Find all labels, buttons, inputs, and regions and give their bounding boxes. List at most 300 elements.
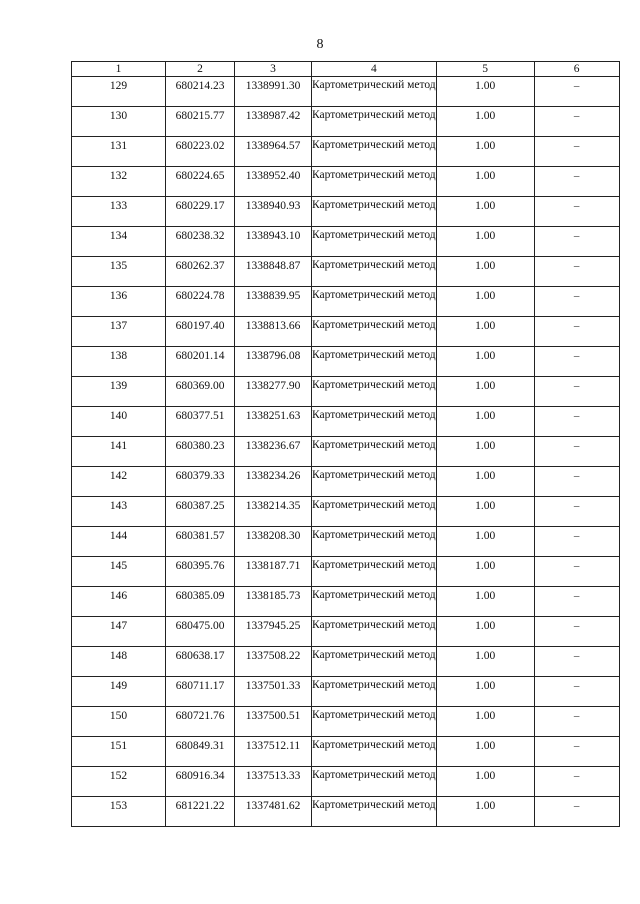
accuracy-cell-text: 1.00 (475, 620, 496, 632)
x-coordinate-cell-text: 680721.76 (175, 710, 225, 722)
note-cell-text: – (573, 590, 580, 602)
accuracy-cell-text: 1.00 (475, 200, 496, 212)
y-coordinate-cell (235, 317, 312, 347)
table-row (72, 77, 620, 107)
header-col-4: 4 (312, 62, 437, 77)
x-coordinate-cell-text: 680711.17 (175, 680, 225, 692)
note-cell-text: – (573, 500, 580, 512)
x-coordinate-cell (166, 797, 235, 827)
method-cell-text: Картометрический метод (312, 139, 436, 151)
x-coordinate-cell-text: 680229.17 (175, 200, 225, 212)
note-cell (534, 527, 619, 557)
method-cell (312, 797, 437, 827)
accuracy-cell-text: 1.00 (475, 440, 496, 452)
method-cell-text: Картометрический метод (312, 619, 436, 631)
note-cell (534, 767, 619, 797)
accuracy-cell-text: 1.00 (475, 380, 496, 392)
note-cell-text: – (573, 260, 580, 272)
note-cell-text: – (573, 770, 580, 782)
point-number-cell-text: 134 (109, 230, 128, 242)
method-cell (312, 437, 437, 467)
note-cell (534, 617, 619, 647)
method-cell (312, 647, 437, 677)
note-cell (534, 347, 619, 377)
accuracy-cell-text: 1.00 (475, 680, 496, 692)
point-number-cell-text: 146 (109, 590, 128, 602)
y-coordinate-cell-text: 1338185.73 (245, 590, 301, 602)
method-cell-text: Картометрический метод (312, 649, 436, 661)
accuracy-cell-text: 1.00 (475, 770, 496, 782)
y-coordinate-cell-text: 1337945.25 (245, 620, 301, 632)
note-cell-text: – (573, 470, 580, 482)
method-cell (312, 707, 437, 737)
method-cell-text: Картометрический метод (312, 319, 436, 331)
x-coordinate-cell (166, 527, 235, 557)
note-cell-text: – (573, 200, 580, 212)
note-cell (534, 797, 619, 827)
accuracy-cell (436, 167, 534, 197)
method-cell (312, 587, 437, 617)
note-cell (534, 737, 619, 767)
table-row (72, 587, 620, 617)
note-cell (534, 677, 619, 707)
point-number-cell (72, 737, 166, 767)
point-number-cell (72, 467, 166, 497)
point-number-cell-text: 136 (109, 290, 128, 302)
header-col-2: 2 (166, 62, 235, 77)
x-coordinate-cell (166, 287, 235, 317)
x-coordinate-cell-text: 680224.78 (175, 290, 225, 302)
y-coordinate-cell-text: 1337512.11 (245, 740, 301, 752)
header-col-6: 6 (534, 62, 619, 77)
y-coordinate-cell-text: 1337513.33 (245, 770, 301, 782)
x-coordinate-cell-text: 680638.17 (175, 650, 225, 662)
point-number-cell-text: 143 (109, 500, 128, 512)
accuracy-cell (436, 257, 534, 287)
method-cell (312, 737, 437, 767)
accuracy-cell (436, 227, 534, 257)
method-cell-text: Картометрический метод (312, 439, 436, 451)
accuracy-cell (436, 377, 534, 407)
point-number-cell-text: 147 (109, 620, 128, 632)
accuracy-cell (436, 647, 534, 677)
x-coordinate-cell (166, 227, 235, 257)
y-coordinate-cell-text: 1337508.22 (245, 650, 301, 662)
x-coordinate-cell-text: 680387.25 (175, 500, 225, 512)
y-coordinate-cell (235, 647, 312, 677)
y-coordinate-cell (235, 437, 312, 467)
table-row (72, 377, 620, 407)
y-coordinate-cell-text: 1338943.10 (245, 230, 301, 242)
point-number-cell-text: 130 (109, 110, 128, 122)
point-number-cell (72, 617, 166, 647)
y-coordinate-cell (235, 257, 312, 287)
y-coordinate-cell-text: 1337501.33 (245, 680, 301, 692)
y-coordinate-cell-text: 1338987.42 (245, 110, 301, 122)
accuracy-cell-text: 1.00 (475, 110, 496, 122)
table-row (72, 617, 620, 647)
note-cell (534, 257, 619, 287)
method-cell-text: Картометрический метод (312, 799, 436, 811)
x-coordinate-cell-text: 680238.32 (175, 230, 225, 242)
point-number-cell-text: 132 (109, 170, 128, 182)
method-cell (312, 137, 437, 167)
method-cell (312, 767, 437, 797)
method-cell-text: Картометрический метод (312, 289, 436, 301)
x-coordinate-cell (166, 467, 235, 497)
accuracy-cell (436, 497, 534, 527)
x-coordinate-cell (166, 407, 235, 437)
point-number-cell (72, 137, 166, 167)
x-coordinate-cell-text: 680201.14 (175, 350, 225, 362)
method-cell-text: Картометрический метод (312, 709, 436, 721)
point-number-cell (72, 677, 166, 707)
y-coordinate-cell (235, 107, 312, 137)
method-cell-text: Картометрический метод (312, 79, 436, 91)
y-coordinate-cell-text: 1338796.08 (245, 350, 301, 362)
x-coordinate-cell-text: 681221.22 (175, 800, 225, 812)
accuracy-cell (436, 107, 534, 137)
method-cell (312, 107, 437, 137)
x-coordinate-cell (166, 587, 235, 617)
note-cell (534, 197, 619, 227)
accuracy-cell (436, 437, 534, 467)
note-cell-text: – (573, 740, 580, 752)
y-coordinate-cell-text: 1337500.51 (245, 710, 301, 722)
y-coordinate-cell (235, 767, 312, 797)
y-coordinate-cell (235, 467, 312, 497)
note-cell-text: – (573, 530, 580, 542)
x-coordinate-cell (166, 737, 235, 767)
y-coordinate-cell-text: 1338991.30 (245, 80, 301, 92)
header-col-3: 3 (235, 62, 312, 77)
accuracy-cell (436, 557, 534, 587)
y-coordinate-cell-text: 1338214.35 (245, 500, 301, 512)
point-number-cell-text: 129 (109, 80, 128, 92)
accuracy-cell-text: 1.00 (475, 230, 496, 242)
accuracy-cell-text: 1.00 (475, 410, 496, 422)
point-number-cell (72, 797, 166, 827)
point-number-cell (72, 587, 166, 617)
point-number-cell-text: 141 (109, 440, 128, 452)
note-cell-text: – (573, 350, 580, 362)
point-number-cell-text: 153 (109, 800, 128, 812)
y-coordinate-cell (235, 287, 312, 317)
point-number-cell (72, 257, 166, 287)
y-coordinate-cell (235, 497, 312, 527)
y-coordinate-cell (235, 227, 312, 257)
method-cell-text: Картометрический метод (312, 109, 436, 121)
note-cell-text: – (573, 440, 580, 452)
accuracy-cell (436, 707, 534, 737)
method-cell-text: Картометрический метод (312, 409, 436, 421)
x-coordinate-cell-text: 680377.51 (175, 410, 225, 422)
method-cell-text: Картометрический метод (312, 739, 436, 751)
x-coordinate-cell (166, 317, 235, 347)
method-cell (312, 287, 437, 317)
header-row (72, 62, 620, 77)
x-coordinate-cell (166, 77, 235, 107)
table-row (72, 677, 620, 707)
note-cell-text: – (573, 650, 580, 662)
note-cell (534, 467, 619, 497)
x-coordinate-cell (166, 197, 235, 227)
x-coordinate-cell (166, 137, 235, 167)
point-number-cell (72, 347, 166, 377)
accuracy-cell-text: 1.00 (475, 140, 496, 152)
note-cell-text: – (573, 620, 580, 632)
x-coordinate-cell-text: 680916.34 (175, 770, 225, 782)
x-coordinate-cell-text: 680475.00 (175, 620, 225, 632)
table-row (72, 527, 620, 557)
accuracy-cell-text: 1.00 (475, 710, 496, 722)
y-coordinate-cell-text: 1338839.95 (245, 290, 301, 302)
x-coordinate-cell-text: 680369.00 (175, 380, 225, 392)
accuracy-cell-text: 1.00 (475, 800, 496, 812)
x-coordinate-cell (166, 107, 235, 137)
point-number-cell (72, 527, 166, 557)
y-coordinate-cell (235, 587, 312, 617)
table-row (72, 767, 620, 797)
header-col-1: 1 (72, 62, 166, 77)
x-coordinate-cell (166, 167, 235, 197)
x-coordinate-cell-text: 680215.77 (175, 110, 225, 122)
method-cell-text: Картометрический метод (312, 769, 436, 781)
y-coordinate-cell-text: 1338964.57 (245, 140, 301, 152)
y-coordinate-cell-text: 1338813.66 (245, 320, 301, 332)
note-cell (534, 287, 619, 317)
x-coordinate-cell (166, 677, 235, 707)
point-number-cell-text: 135 (109, 260, 128, 272)
point-number-cell (72, 197, 166, 227)
table-row (72, 467, 620, 497)
header-col-5: 5 (436, 62, 534, 77)
method-cell (312, 617, 437, 647)
table-row (72, 227, 620, 257)
y-coordinate-cell (235, 527, 312, 557)
method-cell (312, 197, 437, 227)
accuracy-cell-text: 1.00 (475, 170, 496, 182)
x-coordinate-cell-text: 680385.09 (175, 590, 225, 602)
note-cell-text: – (573, 680, 580, 692)
point-number-cell (72, 407, 166, 437)
x-coordinate-cell (166, 707, 235, 737)
method-cell-text: Картометрический метод (312, 379, 436, 391)
method-cell (312, 467, 437, 497)
point-number-cell (72, 107, 166, 137)
note-cell (534, 137, 619, 167)
note-cell-text: – (573, 380, 580, 392)
y-coordinate-cell-text: 1337481.62 (245, 800, 301, 812)
accuracy-cell-text: 1.00 (475, 80, 496, 92)
accuracy-cell-text: 1.00 (475, 740, 496, 752)
method-cell (312, 407, 437, 437)
y-coordinate-cell-text: 1338277.90 (245, 380, 301, 392)
y-coordinate-cell-text: 1338236.67 (245, 440, 301, 452)
method-cell-text: Картометрический метод (312, 469, 436, 481)
table-row (72, 347, 620, 377)
note-cell-text: – (573, 560, 580, 572)
table-row (72, 737, 620, 767)
note-cell (534, 377, 619, 407)
y-coordinate-cell (235, 347, 312, 377)
method-cell (312, 347, 437, 377)
y-coordinate-cell-text: 1338234.26 (245, 470, 301, 482)
note-cell (534, 167, 619, 197)
accuracy-cell (436, 317, 534, 347)
y-coordinate-cell-text: 1338848.87 (245, 260, 301, 272)
point-number-cell (72, 77, 166, 107)
point-number-cell (72, 167, 166, 197)
method-cell-text: Картометрический метод (312, 199, 436, 211)
y-coordinate-cell (235, 677, 312, 707)
table-row (72, 647, 620, 677)
x-coordinate-cell-text: 680224.65 (175, 170, 225, 182)
y-coordinate-cell (235, 197, 312, 227)
method-cell-text: Картометрический метод (312, 529, 436, 541)
x-coordinate-cell (166, 647, 235, 677)
point-number-cell (72, 317, 166, 347)
point-number-cell (72, 557, 166, 587)
accuracy-cell (436, 617, 534, 647)
note-cell-text: – (573, 290, 580, 302)
point-number-cell-text: 151 (109, 740, 128, 752)
point-number-cell (72, 437, 166, 467)
page-number: 8 (316, 37, 324, 52)
accuracy-cell (436, 767, 534, 797)
accuracy-cell-text: 1.00 (475, 590, 496, 602)
x-coordinate-cell-text: 680380.23 (175, 440, 225, 452)
x-coordinate-cell-text: 680379.33 (175, 470, 225, 482)
method-cell-text: Картометрический метод (312, 679, 436, 691)
accuracy-cell-text: 1.00 (475, 530, 496, 542)
note-cell (534, 707, 619, 737)
point-number-cell-text: 149 (109, 680, 128, 692)
y-coordinate-cell (235, 557, 312, 587)
table-row (72, 107, 620, 137)
note-cell (534, 557, 619, 587)
table-row (72, 167, 620, 197)
x-coordinate-cell (166, 617, 235, 647)
method-cell-text: Картометрический метод (312, 169, 436, 181)
note-cell (534, 227, 619, 257)
point-number-cell (72, 287, 166, 317)
point-number-cell-text: 144 (109, 530, 128, 542)
point-number-cell-text: 145 (109, 560, 128, 572)
note-cell (534, 317, 619, 347)
point-number-cell-text: 131 (109, 140, 128, 152)
x-coordinate-cell-text: 680262.37 (175, 260, 225, 272)
note-cell-text: – (573, 80, 580, 92)
point-number-cell (72, 647, 166, 677)
point-number-cell-text: 140 (109, 410, 128, 422)
accuracy-cell (436, 797, 534, 827)
accuracy-cell (436, 527, 534, 557)
accuracy-cell-text: 1.00 (475, 560, 496, 572)
method-cell (312, 227, 437, 257)
accuracy-cell (436, 347, 534, 377)
note-cell (534, 407, 619, 437)
point-number-cell (72, 377, 166, 407)
table-row (72, 557, 620, 587)
y-coordinate-cell (235, 167, 312, 197)
y-coordinate-cell-text: 1338952.40 (245, 170, 301, 182)
x-coordinate-cell (166, 557, 235, 587)
method-cell (312, 77, 437, 107)
y-coordinate-cell (235, 617, 312, 647)
accuracy-cell (436, 587, 534, 617)
point-number-cell-text: 133 (109, 200, 128, 212)
point-number-cell-text: 138 (109, 350, 128, 362)
note-cell-text: – (573, 140, 580, 152)
method-cell (312, 497, 437, 527)
point-number-cell (72, 227, 166, 257)
y-coordinate-cell (235, 77, 312, 107)
x-coordinate-cell (166, 767, 235, 797)
table-row (72, 197, 620, 227)
table-row (72, 407, 620, 437)
method-cell (312, 257, 437, 287)
note-cell-text: – (573, 170, 580, 182)
x-coordinate-cell (166, 347, 235, 377)
method-cell (312, 527, 437, 557)
table-row (72, 497, 620, 527)
note-cell (534, 497, 619, 527)
note-cell-text: – (573, 800, 580, 812)
point-number-cell-text: 142 (109, 470, 128, 482)
y-coordinate-cell (235, 737, 312, 767)
point-number-cell-text: 150 (109, 710, 128, 722)
method-cell (312, 557, 437, 587)
x-coordinate-cell-text: 680395.76 (175, 560, 225, 572)
method-cell-text: Картометрический метод (312, 559, 436, 571)
point-number-cell (72, 707, 166, 737)
y-coordinate-cell-text: 1338251.63 (245, 410, 301, 422)
accuracy-cell-text: 1.00 (475, 260, 496, 272)
y-coordinate-cell (235, 797, 312, 827)
table-row (72, 797, 620, 827)
y-coordinate-cell (235, 377, 312, 407)
x-coordinate-cell-text: 680849.31 (175, 740, 225, 752)
accuracy-cell (436, 737, 534, 767)
table-row (72, 287, 620, 317)
method-cell (312, 317, 437, 347)
y-coordinate-cell-text: 1338187.71 (245, 560, 301, 572)
method-cell-text: Картометрический метод (312, 349, 436, 361)
table-row (72, 437, 620, 467)
note-cell-text: – (573, 320, 580, 332)
table-row (72, 137, 620, 167)
point-number-cell-text: 139 (109, 380, 128, 392)
note-cell (534, 437, 619, 467)
accuracy-cell-text: 1.00 (475, 320, 496, 332)
accuracy-cell-text: 1.00 (475, 290, 496, 302)
note-cell (534, 647, 619, 677)
accuracy-cell-text: 1.00 (475, 650, 496, 662)
y-coordinate-cell (235, 707, 312, 737)
accuracy-cell-text: 1.00 (475, 350, 496, 362)
note-cell-text: – (573, 230, 580, 242)
x-coordinate-cell-text: 680197.40 (175, 320, 225, 332)
y-coordinate-cell (235, 407, 312, 437)
point-number-cell-text: 137 (109, 320, 128, 332)
accuracy-cell (436, 407, 534, 437)
accuracy-cell (436, 137, 534, 167)
accuracy-cell-text: 1.00 (475, 500, 496, 512)
note-cell-text: – (573, 410, 580, 422)
accuracy-cell (436, 77, 534, 107)
x-coordinate-cell-text: 680381.57 (175, 530, 225, 542)
